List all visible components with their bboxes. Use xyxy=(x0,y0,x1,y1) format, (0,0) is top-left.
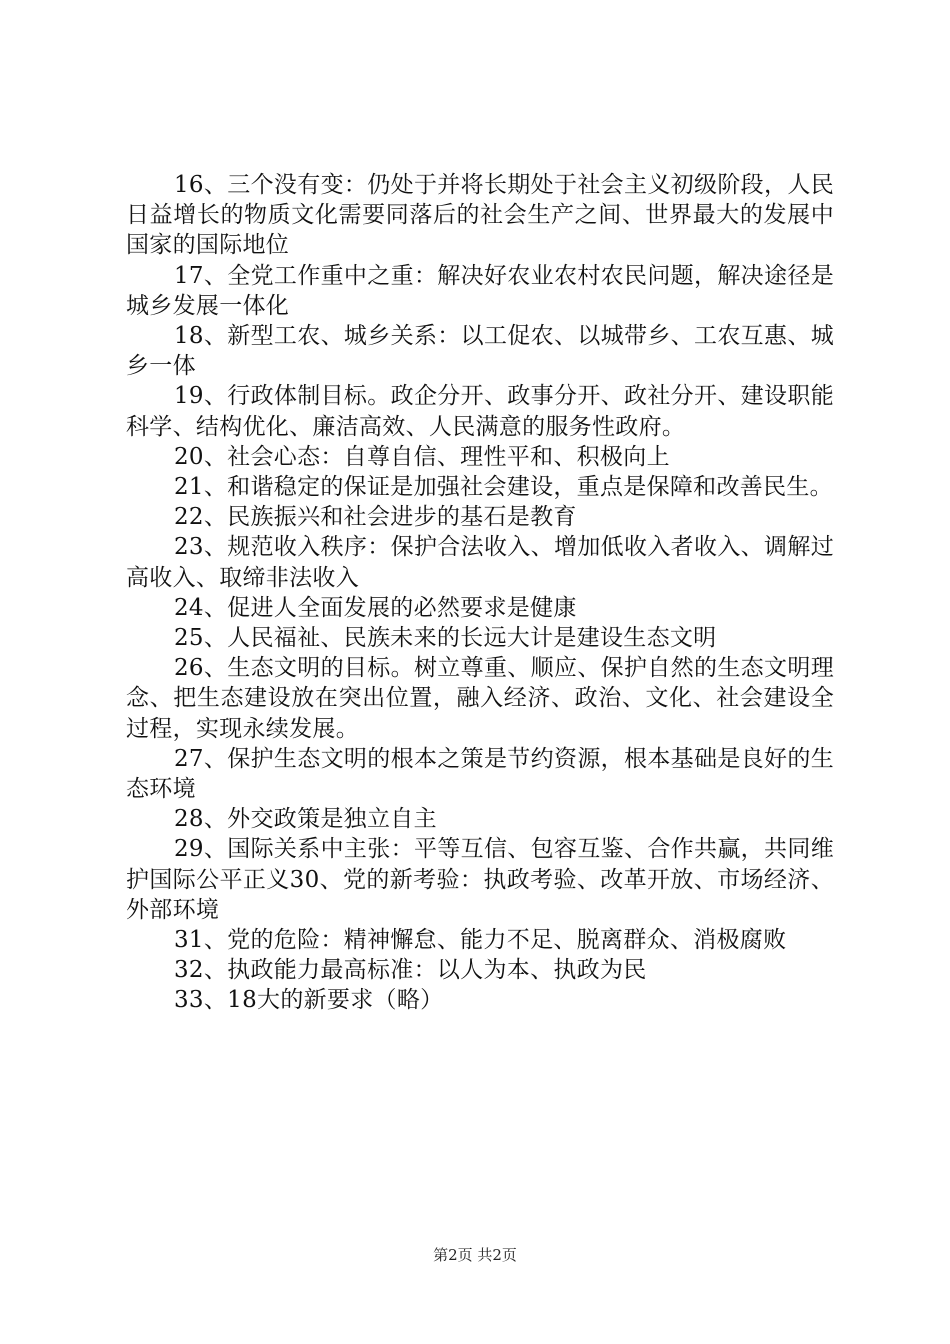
paragraph-25: 25、人民福祉、民族未来的长远大计是建设生态文明 xyxy=(174,625,717,652)
paragraph-28: 28、外交政策是独立自主 xyxy=(174,806,437,833)
paragraph-20: 20、社会心态：自尊自信、理性平和、积极向上 xyxy=(174,443,670,470)
paragraph-22: 22、民族振兴和社会进步的基石是教育 xyxy=(174,504,577,531)
paragraph-32: 32、执政能力最高标准：以人为本、执政为民 xyxy=(174,957,647,984)
paragraph-29-30: 29、国际关系中主张：平等互信、包容互鉴、合作共赢，共同维护国际公平正义30、党的新考验：执政考验、改革开放、市场经济、外部环境 xyxy=(126,836,834,923)
paragraph-16: 16、三个没有变：仍处于并将长期处于社会主义初级阶段，人民日益增长的物质文化需要同落后的社会生产之间、世界最大的发展中国家的国际地位 xyxy=(126,172,834,259)
document-body xyxy=(126,170,834,1016)
paragraph-27: 27、保护生态文明的根本之策是节约资源，根本基础是良好的生态环境 xyxy=(126,745,834,803)
page-footer: 第2页 共2页 xyxy=(433,1246,517,1264)
paragraph-21: 21、和谐稳定的保证是加强社会建设，重点是保障和改善民生。 xyxy=(174,474,833,501)
paragraph-17: 17、全党工作重中之重：解决好农业农村农民问题，解决途径是城乡发展一体化 xyxy=(126,262,834,319)
paragraph-23: 23、规范收入秩序：保护合法收入、增加低收入者收入、调解过高收入、取缔非法收入 xyxy=(126,534,834,591)
paragraph-19: 19、行政体制目标。政企分开、政事分开、政社分开、建设职能科学、结构优化、廉洁高效、人民满意的服务性政府。 xyxy=(126,383,834,440)
paragraph-31: 31、党的危险：精神懈怠、能力不足、脱离群众、消极腐败 xyxy=(174,927,787,954)
paragraph-26: 26、生态文明的目标。树立尊重、顺应、保护自然的生态文明理念、把生态建设放在突出位置，融入经济、政治、文化、社会建设全过程，实现永续发展。 xyxy=(126,655,834,742)
paragraph-18: 18、新型工农、城乡关系：以工促农、以城带乡、工农互惠、城乡一体 xyxy=(126,323,834,380)
paragraph-33: 33、18大的新要求（略） xyxy=(174,987,444,1014)
paragraph-24: 24、促进人全面发展的必然要求是健康 xyxy=(174,594,577,621)
